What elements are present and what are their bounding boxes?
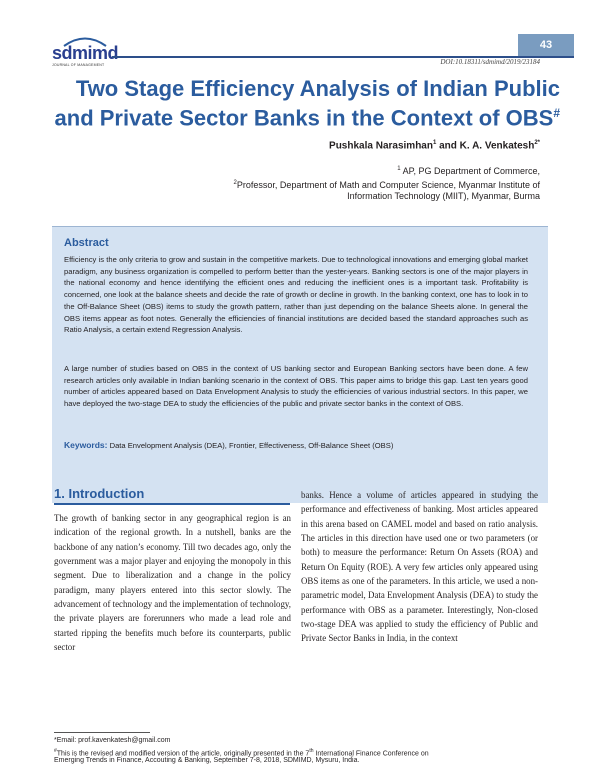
logo-arc-icon: [60, 35, 110, 47]
affiliation-1-sup: 1: [397, 166, 401, 172]
affiliation-1: [120, 163, 540, 177]
footnote-mark: #: [54, 748, 57, 754]
abstract-paragraph-2: A large number of studies based on OBS in the context of US banking sector and European Banking sectors have been done. A few research articles only available in Indian banking scenario in the context of OBS. This paper aims to bridge this gap. Last ten years good number of articles appeared based on Data Envelopment Analysis to study the efficiencies of various industrial sectors. In this paper, we have deployed the two-stage DEA to study the efficiencies of the public and private sector banks in the context of OBS.: [64, 364, 528, 409]
logo-tagline: JOURNAL OF MANAGEMENT: [52, 63, 105, 67]
footnote-rule: [54, 732, 150, 733]
doi: DOI:10.18311/sdmimd/2019/23184: [440, 58, 540, 66]
keywords-list: Data Envelopment Analysis (DEA), Frontier, Effectiveness, Off-Balance Sheet (OBS): [107, 441, 394, 450]
author-2: K. A. Venkatesh: [459, 140, 535, 152]
abstract-heading: Abstract: [64, 237, 109, 249]
affiliation-2-sup: 2: [233, 180, 237, 186]
introduction-right-column: banks. Hence a volume of articles appeared in studying the performance and effectiveness of banking. Most articles appeared in this arena based on CAMEL model and based on ratio analysis. The articles in this direction have used one or two parameters (or both) to measure the performance: Return On Assets (ROA) and Return On Equity (ROE). A very few articles only appeared using OBS items as one of the parameters. In this article, we used a non-parametric model, Data Envelopment Analysis (DEA) to study the performance with OBS as a parameter. Interestingly, Non-closed two-stage DEA was applied to study the efficiency of Public and Private Sector Banks in India, in the context: [301, 490, 538, 644]
author-1: Pushkala Narasimhan: [329, 140, 433, 152]
introduction-left-column: The growth of banking sector in any geographical region is an indication of the regional growth. In a nutshell, banks are the backbone of any nation’s economy. Till two decades ago, only the government was a major player and enjoying the monopoly in this segment. Due to liberalization and a change in the policy paradigm, many players entered into this sector slowly. The advancement of technology and the implementation of technology, the private players are forerunners who made a lead role and started ripping the benefits much before its counterparts, public sector: [54, 513, 292, 653]
title-line-1: Two Stage Efficiency Analysis of Indian Public: [75, 76, 560, 101]
title-line-2: and Private Sector Banks in the Context of OBS: [54, 105, 554, 131]
affiliation-3: Information Technology (MIIT), Myanmar, Burma: [347, 191, 540, 201]
footnote-revision-line-2: Emerging Trends in Finance, Accouting & Banking, September 7-8, 2018, SDMIMD, Mysuru, India.: [54, 757, 360, 764]
keywords-label: Keywords:: [64, 440, 108, 450]
page-number: 43: [518, 34, 574, 56]
title-footnote-mark: #: [553, 106, 560, 120]
affiliation-2: [120, 177, 540, 191]
affiliation-1-text: AP, PG Department of Commerce,: [400, 166, 540, 176]
author-1-sup: 1: [432, 140, 437, 146]
footnote-email: *Email: prof.kavenkatesh@gmail.com: [54, 737, 171, 744]
abstract-paragraph-1: Efficiency is the only criteria to grow and sustain in the competitive markets. Due to technological innovations and emerging global market paradigm, any business organization is compelled to perform better than the yester-years. Banking sectors is one of the major players in the national economy and hence identifying the efficient ones and reducing the inefficient ones is a important task. Profitability is concerned, one look at the balance sheets and decide the rate of growth or decline in growth. In the banking context, one has to look in to the Off-Balance Sheet (OBS) items to study the growth pattern, rather than just depending on the balance Sheets alone. In general the OBS items appear as foot notes. Generally the efficiencies of financial institutions are decided based the standard approaches such as Ratio Analysis, a certain extend Regression Analysis.: [64, 255, 528, 335]
footnote-ordinal: th: [309, 748, 314, 754]
author-2-sup: 2*: [534, 140, 540, 146]
section-rule: [54, 503, 290, 505]
footnote-text-a: This is the revised and modified version of the article, originally presented in the 7: [56, 750, 310, 758]
keywords: [64, 440, 534, 451]
author-join: and: [436, 140, 460, 152]
footnote-text-b: International Finance Conference on: [313, 750, 429, 758]
article-title: [40, 76, 560, 130]
affiliation-2-text: Professor, Department of Math and Computer Science, Myanmar Institute of: [236, 180, 540, 190]
logo-text: sdmimd: [52, 43, 119, 63]
journal-logo: [52, 44, 118, 67]
authors: [329, 140, 540, 151]
section-heading-introduction: 1. Introduction: [54, 486, 145, 501]
